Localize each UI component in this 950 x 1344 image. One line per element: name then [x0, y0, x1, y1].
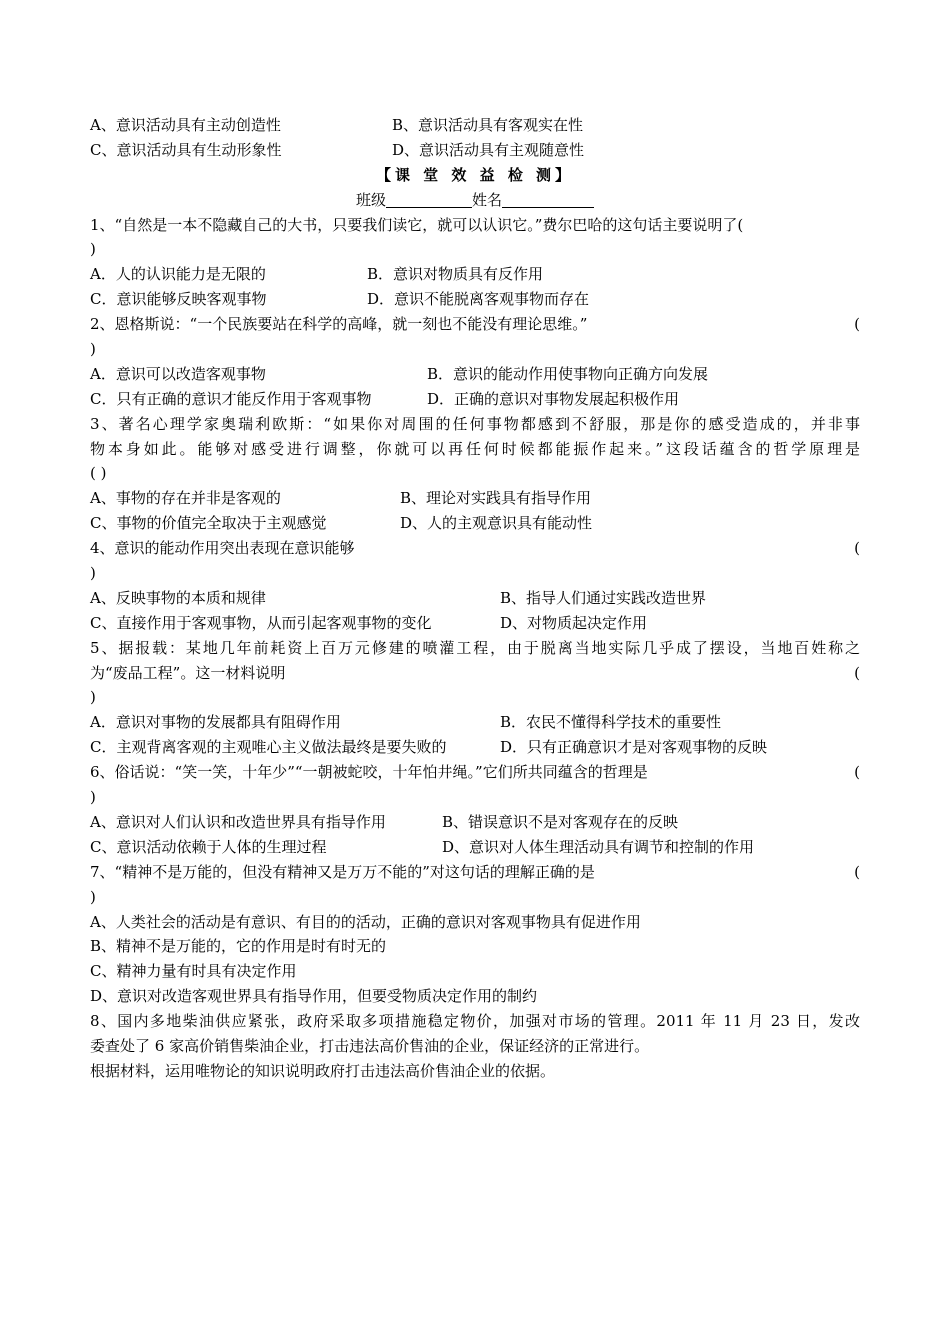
q4-option-c: C、直接作用于客观事物，从而引起客观事物的变化 [90, 613, 432, 632]
q7-stem: 7、“精神不是万能的，但没有精神又是万万不能的”对这句话的理解正确的是 [90, 862, 595, 881]
q4-stem: 4、意识的能动作用突出表现在意识能够 [90, 539, 355, 558]
q7-paren-close: ) [90, 887, 96, 906]
q5-stem-line-1: 5、据报载：某地几年前耗资上百万元修建的喷灌工程，由于脱离当地实际几乎成了摆设，当地百姓称之 [90, 638, 860, 657]
q2-option-c: C．只有正确的意识才能反作用于客观事物 [90, 389, 372, 408]
q6-option-d: D、意识对人体生理活动具有调节和控制的作用 [442, 837, 755, 856]
class-label: 班级 [355, 190, 386, 209]
q2-option-a: A．意识可以改造客观事物 [90, 364, 266, 383]
q5-stem-line-2: 为“废品工程”。这一材料说明 [90, 663, 286, 682]
q7-paren-open: ( [854, 862, 860, 881]
q6-stem-row [90, 760, 860, 785]
q2-options-row-1 [90, 362, 860, 387]
q2-stem-row [90, 312, 860, 337]
q5-option-d: D．只有正确意识才是对客观事物的反映 [500, 738, 768, 757]
q6-paren-close: ) [90, 788, 96, 807]
q2-stem: 2、恩格斯说：“一个民族要站在科学的高峰，就一刻也不能没有理论思维。” [90, 315, 588, 334]
worksheet-content [90, 113, 860, 1084]
q8-line-2: 委查处了 6 家高价销售柴油企业，打击违法高价售油的企业，保证经济的正常进行。 [90, 1036, 650, 1055]
q5-options-row-2 [90, 735, 860, 760]
student-info-row [90, 188, 860, 213]
q2-option-b: B．意识的能动作用使事物向正确方向发展 [427, 364, 709, 383]
q2-option-d: D．正确的意识对事物发展起积极作用 [427, 389, 680, 408]
q6-stem: 6、俗话说：“笑一笑，十年少”“一朝被蛇咬，十年怕井绳。”它们所共同蕴含的哲理是 [90, 763, 648, 782]
top-option-d: D、意识活动具有主观随意性 [392, 140, 585, 159]
q3-options-row-1 [90, 486, 860, 511]
q6-option-c: C、意识活动依赖于人体的生理过程 [90, 837, 327, 856]
q4-paren-open: ( [854, 539, 860, 558]
q6-options-row-2 [90, 835, 860, 860]
q3-option-d: D、人的主观意识具有能动性 [400, 514, 593, 533]
q1-paren-close: ) [90, 240, 96, 259]
q6-paren-open: ( [854, 763, 860, 782]
q5-option-c: C．主观背离客观的主观唯心主义做法最终是要失败的 [90, 738, 447, 757]
q3-stem-line-1: 3、著名心理学家奥瑞利欧斯：“如果你对周围的任何事物都感到不舒服，那是你的感受造成的，并非事 [90, 414, 860, 433]
top-option-b: B、意识活动具有客观实在性 [392, 116, 584, 134]
q7-stem-row [90, 860, 860, 885]
name-label: 姓名 [472, 190, 503, 209]
section-title: 【课 堂 效 益 检 测】 [375, 165, 575, 184]
q2-paren-close: ) [90, 340, 96, 359]
q5-option-b: B．农民不懂得科学技术的重要性 [500, 713, 722, 732]
q4-options-row-2 [90, 611, 860, 636]
q5-options-row-1 [90, 710, 860, 735]
q3-option-b: B、理论对实践具有指导作用 [400, 489, 592, 508]
q2-paren-open: ( [854, 315, 860, 334]
top-options-row-2 [90, 138, 860, 163]
q6-option-b: B、错误意识不是对客观存在的反映 [442, 812, 679, 831]
q4-paren-close: ) [90, 564, 96, 583]
q1-option-b: B．意识对物质具有反作用 [367, 265, 544, 284]
q1-option-d: D．意识不能脱离客观事物而存在 [367, 290, 590, 309]
q4-option-d: D、对物质起决定作用 [500, 613, 648, 632]
top-option-c: C、意识活动具有生动形象性 [90, 140, 282, 159]
q7-option-c: C、精神力量有时具有决定作用 [90, 962, 297, 981]
q1-option-a: A．人的认识能力是无限的 [90, 265, 266, 284]
q5-option-a: A．意识对事物的发展都具有阻碍作用 [90, 713, 341, 732]
q7-option-a: A、人类社会的活动是有意识、有目的的活动，正确的意识对客观事物具有促进作用 [90, 912, 641, 931]
q3-paren: ( ) [90, 464, 107, 483]
class-blank [386, 191, 472, 208]
q3-options-row-2 [90, 511, 860, 536]
top-option-a: A、意识活动具有主动创造性 [90, 116, 281, 134]
q1-option-c: C．意识能够反映客观事物 [90, 290, 267, 309]
q1-options-row-2 [90, 287, 860, 312]
q4-stem-row [90, 536, 860, 561]
q4-option-b: B、指导人们通过实践改造世界 [500, 588, 707, 607]
q8-line-3: 根据材料，运用唯物论的知识说明政府打击违法高价售油企业的依据。 [90, 1061, 556, 1080]
q7-option-b: B、精神不是万能的，它的作用是时有时无的 [90, 937, 387, 956]
q3-option-a: A、事物的存在并非是客观的 [90, 489, 281, 508]
top-options-row-1 [90, 113, 860, 138]
q1-options-row-1 [90, 262, 860, 287]
q7-option-d: D、意识对改造客观世界具有指导作用，但要受物质决定作用的制约 [90, 987, 538, 1006]
q5-paren-open: ( [854, 663, 860, 682]
q2-options-row-2 [90, 387, 860, 412]
q4-options-row-1 [90, 586, 860, 611]
q8-line-1: 8、国内多地柴油供应紧张，政府采取多项措施稳定物价，加强对市场的管理。2011 年 11 月 23 日，发改 [90, 1012, 860, 1031]
q4-option-a: A、反映事物的本质和规律 [90, 588, 266, 607]
q6-options-row-1 [90, 810, 860, 835]
q3-option-c: C、事物的价值完全取决于主观感觉 [90, 514, 327, 533]
q3-stem-line-2: 物本身如此。能够对感受进行调整，你就可以再任何时候都能振作起来。”这段话蕴含的哲学原理是 [90, 439, 860, 458]
name-blank [502, 191, 594, 208]
q5-stem-row-2 [90, 661, 860, 686]
q5-paren-close: ) [90, 688, 96, 707]
q1-stem: 1、“自然是一本不隐藏自己的大书，只要我们读它，就可以认识它。”费尔巴哈的这句话主要说明了( [90, 215, 744, 234]
q6-option-a: A、意识对人们认识和改造世界具有指导作用 [90, 812, 386, 831]
